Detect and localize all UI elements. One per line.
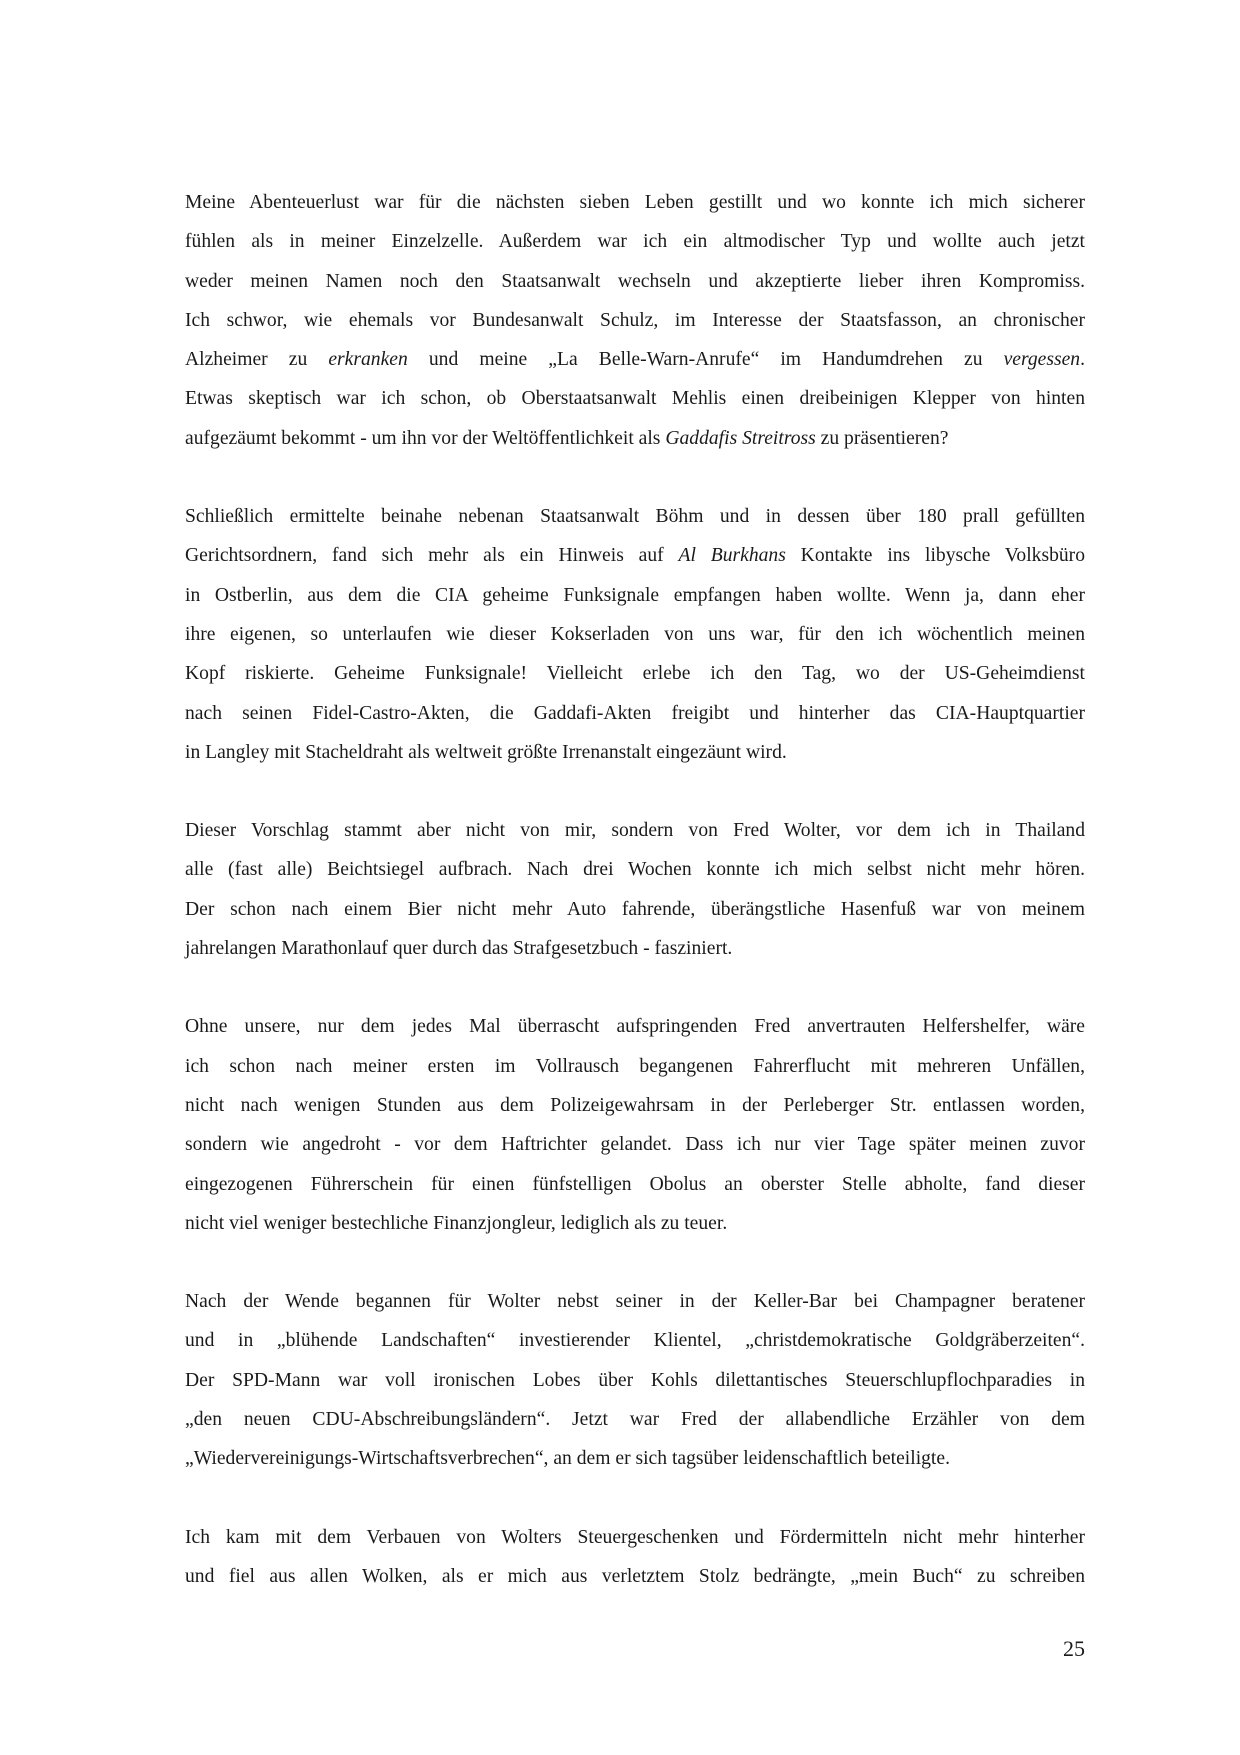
italic-text: erkranken — [328, 349, 408, 371]
text-segment: in Ostberlin, aus dem die CIA geheime Funksignale empfangen haben wollte. Wenn ja, dann eher — [185, 584, 1085, 606]
text-line — [185, 1282, 1085, 1321]
text-segment: Meine Abenteuerlust war für die nächsten sieben Leben gestillt und wo konnte ich mich sicherer — [185, 192, 1085, 213]
text-segment: Der schon nach einem Bier nicht mehr Auto fahrende, überängstliche Hasenfuß war von meinem — [185, 898, 1085, 920]
italic-text: Al Burkhans — [678, 545, 786, 567]
text-line — [185, 615, 1085, 654]
page-number: 25 — [1063, 1636, 1085, 1661]
text-line — [185, 654, 1085, 693]
text-segment: fühlen als in meiner Einzelzelle. Außerdem war ich ein altmodischer Typ und wollte auch jetzt — [185, 231, 1085, 253]
italic-text: Gaddafis Streitross — [665, 427, 816, 449]
text-line — [185, 379, 1085, 418]
paragraph — [185, 1282, 1085, 1478]
text-line — [185, 1007, 1085, 1046]
text-segment: in Langley mit Stacheldraht als weltweit größte Irrenanstalt eingezäunt wird. — [185, 741, 787, 763]
text-line — [185, 1204, 1085, 1243]
paragraph — [185, 1007, 1085, 1243]
text-line — [185, 1165, 1085, 1204]
text-segment: Der SPD-Mann war voll ironischen Lobes über Kohls dilettantisches Steuerschlupflochparadies in — [185, 1369, 1085, 1391]
text-segment: Ich kam mit dem Verbauen von Wolters Steuergeschenken und Fördermitteln nicht mehr hinterher — [185, 1526, 1085, 1548]
text-segment: Nach der Wende begannen für Wolter nebst seiner in der Keller-Bar bei Champagner beratener — [185, 1291, 1085, 1313]
text-segment: nicht nach wenigen Stunden aus dem Polizeigewahrsam in der Perleberger Str. entlassen worden, — [185, 1094, 1085, 1116]
text-segment: nach seinen Fidel-Castro-Akten, die Gaddafi-Akten freigibt und hinterher das CIA-Hauptquartier — [185, 702, 1085, 724]
text-line — [185, 733, 1085, 772]
text-segment: Etwas skeptisch war ich schon, ob Oberstaatsanwalt Mehlis einen dreibeinigen Klepper von hinten — [185, 388, 1085, 410]
text-segment: Gerichtsordnern, fand sich mehr als ein Hinweis auf — [185, 545, 679, 567]
text-segment: Schließlich ermittelte beinahe nebenan Staatsanwalt Böhm und in dessen über 180 prall gefüllten — [185, 506, 1085, 528]
text-segment: Ohne unsere, nur dem jedes Mal überrascht aufspringenden Fred anvertrauten Helfershelfer, wäre — [185, 1016, 1085, 1038]
text-line — [185, 1086, 1085, 1125]
text-segment: Dieser Vorschlag stammt aber nicht von mir, sondern von Fred Wolter, vor dem ich in Thailand — [185, 820, 1085, 842]
text-segment: alle (fast alle) Beichtsiegel aufbrach. Nach drei Wochen konnte ich mich selbst nicht mehr hören. — [185, 859, 1085, 881]
text-line — [185, 1125, 1085, 1164]
text-segment: und fiel aus allen Wolken, als er mich aus verletztem Stolz bedrängte, „mein Buch“ zu schreiben — [185, 1565, 1085, 1587]
text-line — [185, 1518, 1085, 1557]
text-segment: Alzheimer zu — [185, 349, 329, 371]
text-segment: „Wiedervereinigungs-Wirtschaftsverbrechen“, an dem er sich tagsüber leidenschaftlich beteiligte. — [185, 1448, 950, 1470]
text-segment: Kopf riskierte. Geheime Funksignale! Vielleicht erlebe ich den Tag, wo der US-Geheimdienst — [185, 663, 1085, 685]
paragraph — [185, 811, 1085, 968]
text-line — [185, 536, 1085, 575]
text-segment: jahrelangen Marathonlauf quer durch das Strafgesetzbuch - fasziniert. — [185, 938, 733, 960]
text-line — [185, 301, 1085, 340]
text-line — [185, 340, 1085, 379]
text-line — [185, 890, 1085, 929]
paragraph — [185, 183, 1085, 458]
text-segment: . — [1080, 349, 1086, 371]
text-line — [185, 576, 1085, 615]
text-segment: „den neuen CDU-Abschreibungsländern“. Jetzt war Fred der allabendliche Erzähler von dem — [185, 1409, 1085, 1431]
text-line — [185, 929, 1085, 968]
text-segment: eingezogenen Führerschein für einen fünfstelligen Obolus an oberster Stelle abholte, fand dieser — [185, 1173, 1085, 1195]
text-line — [185, 262, 1085, 301]
text-line — [185, 850, 1085, 889]
text-line — [185, 222, 1085, 261]
italic-text: vergessen — [1003, 349, 1081, 371]
text-segment: Ich schwor, wie ehemals vor Bundesanwalt Schulz, im Interesse der Staatsfasson, an chronischer — [185, 309, 1085, 331]
text-line — [185, 1361, 1085, 1400]
text-segment: weder meinen Namen noch den Staatsanwalt wechseln und akzeptierte lieber ihren Kompromiss. — [185, 270, 1085, 292]
text-line — [185, 1400, 1085, 1439]
paragraph — [185, 497, 1085, 772]
text-line — [185, 1439, 1085, 1478]
text-segment: sondern wie angedroht - vor dem Haftrichter gelandet. Dass ich nur vier Tage später meinen zuvor — [185, 1134, 1085, 1156]
text-line — [185, 811, 1085, 850]
text-line — [185, 497, 1085, 536]
text-segment: nicht viel weniger bestechliche Finanzjongleur, lediglich als zu teuer. — [185, 1212, 728, 1234]
text-segment: und meine „La Belle-Warn-Anrufe“ im Handumdrehen zu — [407, 349, 1004, 371]
text-line — [185, 183, 1085, 222]
text-segment: zu präsentieren? — [815, 427, 949, 449]
text-segment: und in „blühende Landschaften“ investierender Klientel, „christdemokratische Goldgräberzeiten“. — [185, 1330, 1085, 1352]
text-line — [185, 694, 1085, 733]
text-line — [185, 419, 1085, 458]
text-line — [185, 1321, 1085, 1360]
text-line — [185, 1047, 1085, 1086]
text-segment: ich schon nach meiner ersten im Vollrausch begangenen Fahrerflucht mit mehreren Unfällen, — [185, 1055, 1085, 1077]
text-segment: ihre eigenen, so unterlaufen wie dieser Kokserladen von uns war, für den ich wöchentlich meinen — [185, 623, 1085, 645]
text-segment: aufgezäumt bekommt - um ihn vor der Weltöffentlichkeit als — [185, 427, 666, 449]
paragraph — [185, 1518, 1085, 1597]
text-segment: Kontakte ins libysche Volksbüro — [785, 545, 1085, 567]
text-line — [185, 1557, 1085, 1596]
body-text — [185, 183, 1085, 1635]
